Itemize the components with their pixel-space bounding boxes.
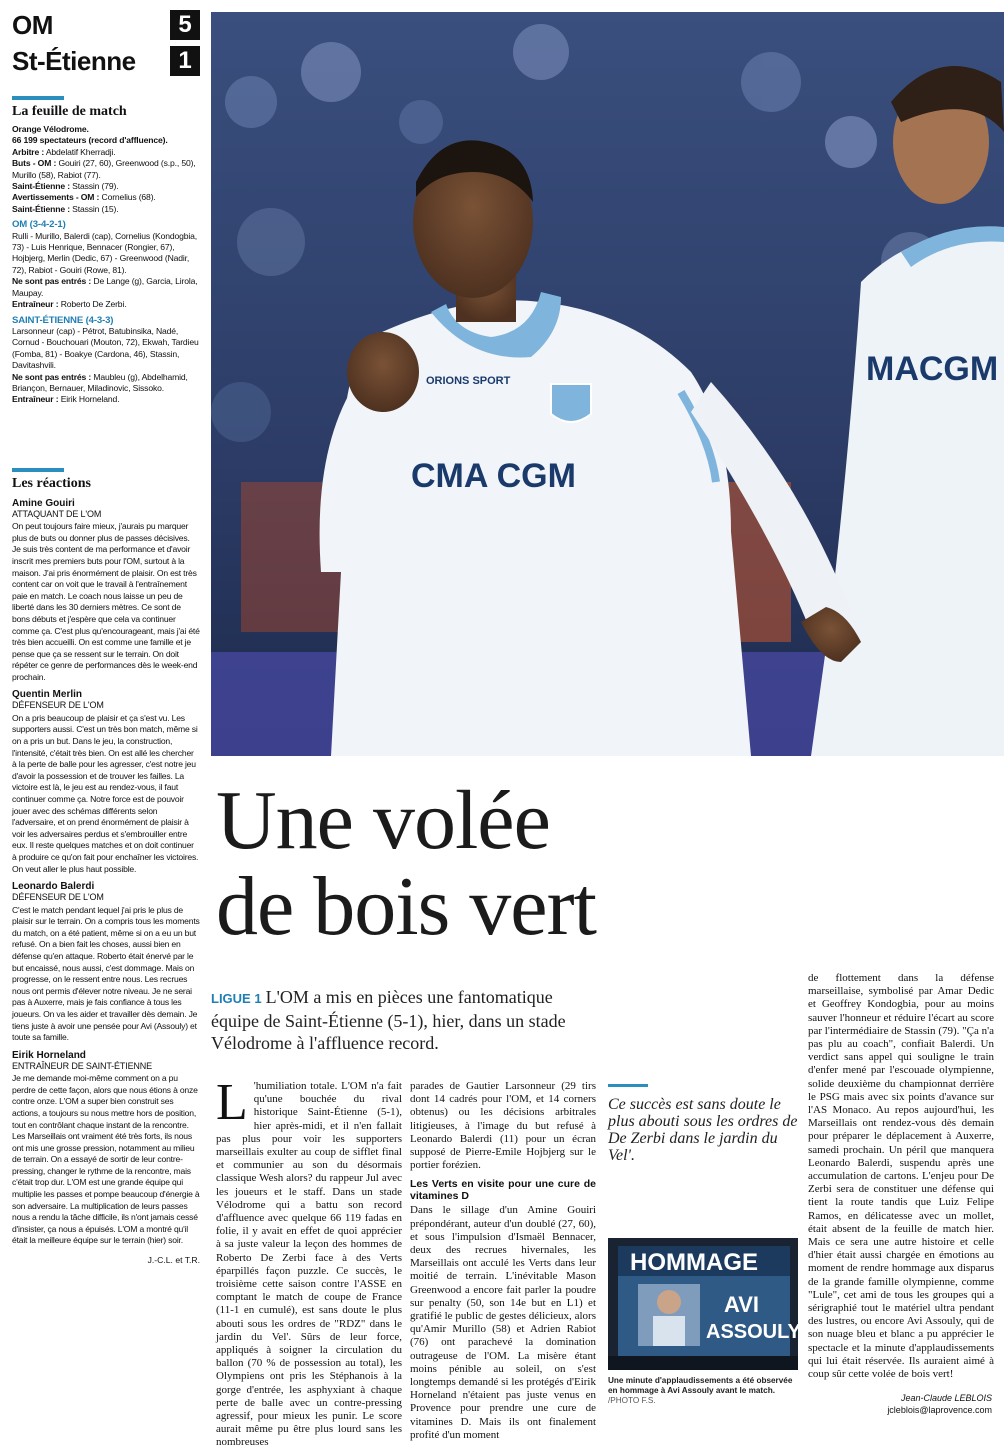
kicker: LIGUE 1 [211,991,262,1006]
column-2-intro: parades de Gautier Larsonneur (29 tirs dont 14 cadrés pour l'OM, et 14 corners obtenus) ou les décisions arbitrales litigieuses, à l'image du but refusé à Leonardo Balerdi (11) pour un écran supposé de Pierre-Emile Hojbjerg sur le portier forézien. [410,1080,596,1172]
tribute-photo [608,1238,801,1370]
article-column-3 [808,972,994,1392]
reactions-title: Les réactions [12,475,91,491]
caption-credit: /PHOTO F.S. [608,1396,656,1405]
attendance: 66 199 spectateurs (record d'affluence). [12,135,168,146]
ase-bench-label: Ne sont pas entrés : [12,371,92,382]
article-column-1 [216,1074,402,1449]
author-name: Jean-Claude LEBLOIS [900,1393,992,1403]
article-lead [211,986,591,1054]
headline-line-1: Une volée [216,774,550,867]
reaction-quote: C'est le match pendant lequel j'ai pris le plus de plaisir sur le terrain. On a compris tous les moments du match, on a été patient, même si on a eu un but refusé. On a bien fait les choses, aussi bien en défense qu'en attaque. Roberto était énervé par le but encaissé, nous aussi, c'est dommage. Mais on progresse, on le ressent entre nous. Les recrues nous ont permis d'élever notre niveau. Je ne serai pas à Auxerre, mais je fais confiance à tous les joueurs. On va les aider et travailler dès demain. Je tiens juste à avoir une pensée pour Avi (Assouly) et toute sa famille. [12,904,200,1043]
pull-quote-rule [608,1084,648,1087]
reaction-role: DÉFENSEUR DE L'OM [12,892,104,903]
signature [802,1392,992,1416]
reaction-name: Quentin Merlin [12,689,82,701]
reaction-quote: On peut toujours faire mieux, j'aurais pu marquer plus de buts ou donner plus de passes décisives. Je suis très content de ma performance et d'avoir inscrit mes premiers buts pour l'OM, surtout à la maison. J'ai pris énormément de plaisir. On est très content car on voit que le travail à l'entraînement paie en match. Le coach nous laisse un peu de liberté dans les 30 derniers mètres. Ce sont de bons débuts et j'espère que cela va continuer comme ça. C'est plus qu'encourageant, mais j'ai été très bien accueilli. On est comme une famille et je pense que ça se ressent sur le terrain. On doit répéter ce genre de performances dès le week-end prochain. [12,521,200,682]
author-email[interactable]: jcleblois@laprovence.com [887,1405,992,1415]
tribute-text-1: HOMMAGE [630,1249,758,1276]
om-coach-label: Entraîneur : [12,299,59,310]
reaction-item [12,1050,200,1247]
headline-line-2: de bois vert [216,860,596,953]
article-column-2 [410,1080,596,1441]
warnings-label: Avertissements - OM : [12,192,100,203]
reaction-item [12,881,200,1044]
warnings-ase: Stassin (15). [72,203,119,214]
om-crest-icon [551,384,591,422]
referee: Abdelatif Kherradji. [45,146,116,157]
referee-label: Arbitre : [12,146,45,157]
home-team: OM [12,9,53,40]
reactions-credit: J.-C.L. et T.R. [147,1255,200,1266]
score-row-home [12,10,200,40]
reaction-name: Eirik Horneland [12,1049,86,1061]
om-lineup-head: OM (3-4-2-1) [12,219,66,231]
warnings-ase-label: Saint-Étienne : [12,203,70,214]
home-score: 5 [170,10,200,40]
pull-quote: Ce succès est sans doute le plus abouti sous les ordres de De Zerbi dans le jardin du Vel'. [608,1096,798,1164]
om-lineup: Rulli - Murillo, Balerdi (cap), Cornelius (Kondogbia, 73) - Luis Henrique, Bennacer (Rongier, 67), Hojbjerg, Merlin (Dedic, 67) - Greenwood (Nadir, 72), Rabiot - Gouiri (Rowe, 81). [12,230,198,275]
column-2-subhead: Les Verts en visite pour une cure de vitamines D [410,1178,596,1203]
ase-coach-label: Entraîneur : [12,394,59,405]
reaction-item [12,498,200,684]
column-2-text: Dans le sillage d'un Amine Gouiri prépondérant, auteur d'un doublé (27, 60), et sous l'impulsion d'Ismaël Bennacer, deux des recrues hivernales, les Marseillais ont acculé les Verts dans leur moitié de terrain. L'inévitable Mason Greenwood a encore fait parler la poudre sur penalty (50, son 14e but en L1) et gratifié le public de gestes délicieux, alors qu'Amir Murillo (58) et Adrien Rabiot (76) ont parachevé la domination outrageuse de l'OM. La misère étant moins pénible au soleil, on s'est longtemps demandé si les protégés d'Eirik Horneland n'étaient pas juste venus en Provence pour prendre une cure de vitamines D. Mais ils ont finalement profité d'un moment [410,1204,596,1441]
reaction-role: ENTRAÎNEUR DE SAINT-ÉTIENNE [12,1060,152,1071]
reaction-role: ATTAQUANT DE L'OM [12,508,102,519]
om-coach: Roberto De Zerbi. [60,299,127,310]
match-sheet-title: La feuille de match [12,104,127,119]
ase-bench: Maubleu (g), Abdelhamid, Briançon, Bernauer, Miladinovic, Sissoko. [12,371,188,393]
away-team: St-Étienne [12,45,136,76]
reaction-quote: Je me demande moi-même comment on a pu perdre de cette façon, alors que nous étions à onze contre onze. L'OM a super bien construit ses actions, a toujours su nous mettre hors de position, tout en contrôlant chaque instant de la rencontre. Les Marseillais ont vraiment été très forts, ils nous ont mis une grosse pression, notamment au milieu de terrain. On a essayé de sortir de leur contre-pressing, changer le rythme de la rencontre, mais c'était trop dur. L'OM est une grande équipe qui multiplie les passes et pompe beaucoup d'énergie à son adversaire. La multiplication de leurs passes nous a rendu la tâche difficile, ils n'ont jamais cessé d'insister, ça nous a épuisés. L'OM a montré qu'il était la meilleure équipe sur le terrain (hier) soir. [12,1073,200,1246]
goals-ase: Stassin (79). [72,181,119,192]
photo-text-sponsor-1: CMA CGM [411,457,576,495]
reaction-role: DÉFENSEUR DE L'OM [12,700,104,711]
tribute-text-3: ASSOULY [706,1321,801,1343]
column-1-text: 'humiliation totale. L'OM n'a fait qu'une bouchée du rival historique Saint-Étienne (5-1), hier après-midi, et il n'en fallait pas plus pour voir les supporters marseillais exulter au coup de sifflet final et communier au son du désormais classique Wesh alors? du rappeur Jul avec les joueurs et le staff. Dans un stade Vélodrome qui a battu son record d'affluence avec quelque 66 119 fadas en folie, il y avait en effet de quoi apprécier à sa juste valeur la leçon des hommes de Roberto De Zerbi face à des Verts éparpillés façon puzzle. Ce succès, le troisième cette saison contre l'ASSE en comptant le match de coupe de France (11-1 en cumulé), est sans doute le plus abouti sous les ordres de "RDZ" dans le jardin du Vel'. Sûrs de leur force, appliqués à soigner la circulation du ballon (70 % de possession au total), les Olympiens ont pris les Stéphanois à la gorge d'entrée, les asphyxiant à chaque perte de balle avec un contre-pressing agressif, pour mieux les punir. Le score aurait même pu être plus lourd sans les nombreuses [216,1080,402,1449]
reaction-name: Leonardo Balerdi [12,881,95,893]
om-bench-label: Ne sont pas entrés : [12,276,92,287]
caption-text: Une minute d'applaudissements a été observée en hommage à Avi Assouly avant le match. [608,1376,793,1395]
section-rule [12,96,64,100]
reaction-name: Amine Gouiri [12,497,75,509]
ase-coach: Eirik Horneland. [60,394,120,405]
tribute-text-2: AVI [724,1292,760,1317]
match-sidebar [12,10,200,1420]
goals-label: Buts - OM : [12,158,57,169]
ase-lineup-head: SAINT-ÉTIENNE (4-3-3) [12,314,114,326]
main-photo-illustration [211,12,1004,756]
tribute-photo-illustration [608,1238,801,1370]
photo-text-brand: ORIONS SPORT [426,375,511,387]
away-score: 1 [170,46,200,76]
venue: Orange Vélodrome. [12,124,89,134]
ase-lineup: Larsonneur (cap) - Pétrot, Batubinsika, Nadé, Cornud - Bouchouari (Mouton, 72), Ekwah, Tardieu (Fomba, 81) - Boakye (Cardona, 46), Stassin, Davitashvili. [12,325,199,371]
photo-text-sponsor-2: MACGM [866,350,999,388]
goals-om: Gouiri (27, 60), Greenwood (s.p., 50), Murillo (58), Rabiot (77). [12,158,196,180]
reaction-quote: On a pris beaucoup de plaisir et ça s'est vu. Les supporters aussi. C'est un très bon match, même si on a pris un but. Dans le jeu, la construction, l'intensité, c'était très bien. On est allé les chercher à la perte de balle pour les agresser, c'est notre jeu d'avoir la possession et de trouver les failles. La victoire est là, le jeu est au rendez-vous, il faut continuer comme ça. Notre force est de pouvoir jouer avec des schémas différents selon l'adversaire, et on prend énormément de plaisir à voir les adversaires perdus et s'embrouiller entre eux. Il reste quelques matches et on doit continuer à produire ce qu'on fait pour enchaîner les victoires. On veut aller le plus haut possible. [12,712,199,874]
headline [216,774,996,953]
warnings-om: Cornelius (68). [101,192,156,203]
match-sheet-body [12,124,200,406]
dropcap: L [216,1074,248,1131]
om-bench: De Lange (g), Garcia, Lirola, Maupay. [12,276,198,298]
main-photo [211,12,1004,756]
column-3-text: de flottement dans la défense marseillaise, symbolisé par Amar Dedic et Geoffrey Kondogbia, pour au moins sauver l'honneur et réduire l'écart au score par l'intermédiaire de Stassin (79). "Ça n'a pas plu au coach", confiait Balerdi. Un verdict sans appel qui souligne le train d'enfer mené par l'escouade olympienne, solide deuxième du championnat derrière le PSG mais avec six points d'avance sur l'AS Monaco. Au repos aujourd'hui, les Marseillais ont rendez-vous dès demain pour préparer le déplacement à Auxerre, samedi prochain. Un péril que manquera Leonardo Balerdi, suspendu après une accumulation de cartons. L'enjeu pour De Zerbi sera de constituer une défense qui tient la route tandis que Luiz Felipe Ramos, en délicatesse avec un mollet, était absent de la feuille de match hier. Mais ce sera une autre histoire et celle d'hier était aussi chargée en émotions au moment de rendre hommage aux disparus de la grande famille olympienne, comme "Lule", cet ami de tous les groupes qui a sérigraphié tout le matériel ultra pendant des lustres, ou encore Avi Assouly, qui de son nuage bleu et blanc a pu apprécier le spectacle et la minute d'applaudissements qui lui était réservée. Ils auraient aimé à coup sûr cette volée de bois vert! [808,972,994,1381]
score-row-away [12,46,200,76]
section-rule [12,468,64,472]
reaction-item [12,689,200,875]
goals-ase-label: Saint-Étienne : [12,181,70,192]
lead-text: L'OM a mis en pièces une fantomatique équipe de Saint-Étienne (5-1), hier, dans un stade Vélodrome à l'affluence record. [211,987,566,1053]
tribute-caption [608,1376,798,1406]
